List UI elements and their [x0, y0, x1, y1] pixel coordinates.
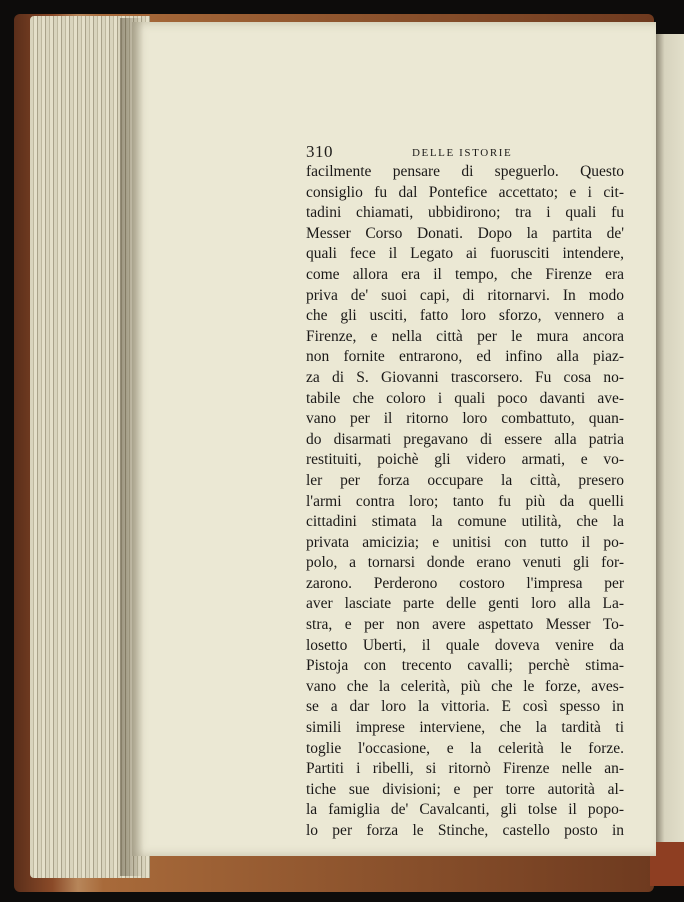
text-line: Messer Corso Donati. Dopo la partita de' — [306, 224, 624, 242]
facing-page-edge — [654, 34, 684, 864]
text-line: cittadini stimata la comune utilità, che la — [306, 513, 624, 531]
text-line: consiglio fu dal Pontefice accettato; e i cit- — [306, 183, 624, 201]
text-line: che gli usciti, fatto loro sforzo, vennero a — [306, 307, 624, 325]
page-number: 310 — [306, 142, 333, 161]
text-line: quali fece il Legato ai fuorusciti intendere, — [306, 245, 624, 263]
text-line: toglie l'occasione, e la celerità le forze. — [306, 739, 624, 757]
text-line: Pistoja con trecento cavalli; perchè stima- — [306, 657, 624, 675]
text-line: vano per il ritorno loro combattuto, quan- — [306, 410, 624, 428]
text-line: restituiti, poichè gli videro armati, e vo- — [306, 451, 624, 469]
text-line: tadini chiamati, ubbidirono; tra i quali fu — [306, 204, 624, 222]
running-head: DELLE ISTORIE — [412, 147, 513, 159]
text-line: tabile che coloro i quali poco davanti ave- — [306, 389, 624, 407]
text-line: facilmente pensare di speguerlo. Questo — [306, 163, 624, 180]
text-line: Firenze, e nella città per le mura ancora — [306, 327, 624, 345]
text-line: ler per forza occupare la città, presero — [306, 471, 624, 489]
text-line: come allora era il tempo, che Firenze era — [306, 265, 624, 283]
body-text — [306, 162, 624, 842]
text-line: Partiti i ribelli, si ritornò Firenze nelle an- — [306, 760, 624, 778]
text-line: simili imprese interviene, che la tardità ti — [306, 719, 624, 737]
text-line: lo per forza le Stinche, castello posto in — [306, 822, 624, 839]
page-header — [306, 142, 626, 164]
text-line: la famiglia de' Cavalcanti, gli tolse il popo- — [306, 801, 624, 819]
text-line: za di S. Giovanni trascorsero. Fu cosa no- — [306, 368, 624, 386]
text-line: stra, e per non avere aspettato Messer To- — [306, 616, 624, 634]
text-line: non fornite entrarono, ed infino alla piaz- — [306, 348, 624, 366]
text-line: priva de' suoi capi, di ritornarvi. In modo — [306, 286, 624, 304]
text-line: polo, a tornarsi donde erano venuti gli for- — [306, 554, 624, 572]
text-line: se a dar loro la vittoria. E così spesso in — [306, 698, 624, 716]
text-line: vano che la celerità, più che le forze, aves- — [306, 677, 624, 695]
text-line: privata amicizia; e unitisi con tutto il po- — [306, 533, 624, 551]
text-line: do disarmati pregavano di essere alla patria — [306, 430, 624, 448]
text-line: losetto Uberti, il quale doveva venire da — [306, 636, 624, 654]
text-line: l'armi contra loro; tanto fu più da quelli — [306, 492, 624, 510]
text-line: zarono. Perderono costoro l'impresa per — [306, 574, 624, 592]
text-line: tiche sue divisioni; e per torre autorità al- — [306, 780, 624, 798]
gutter-shadow — [120, 18, 144, 876]
text-line: aver lasciate parte delle genti loro alla La- — [306, 595, 624, 613]
